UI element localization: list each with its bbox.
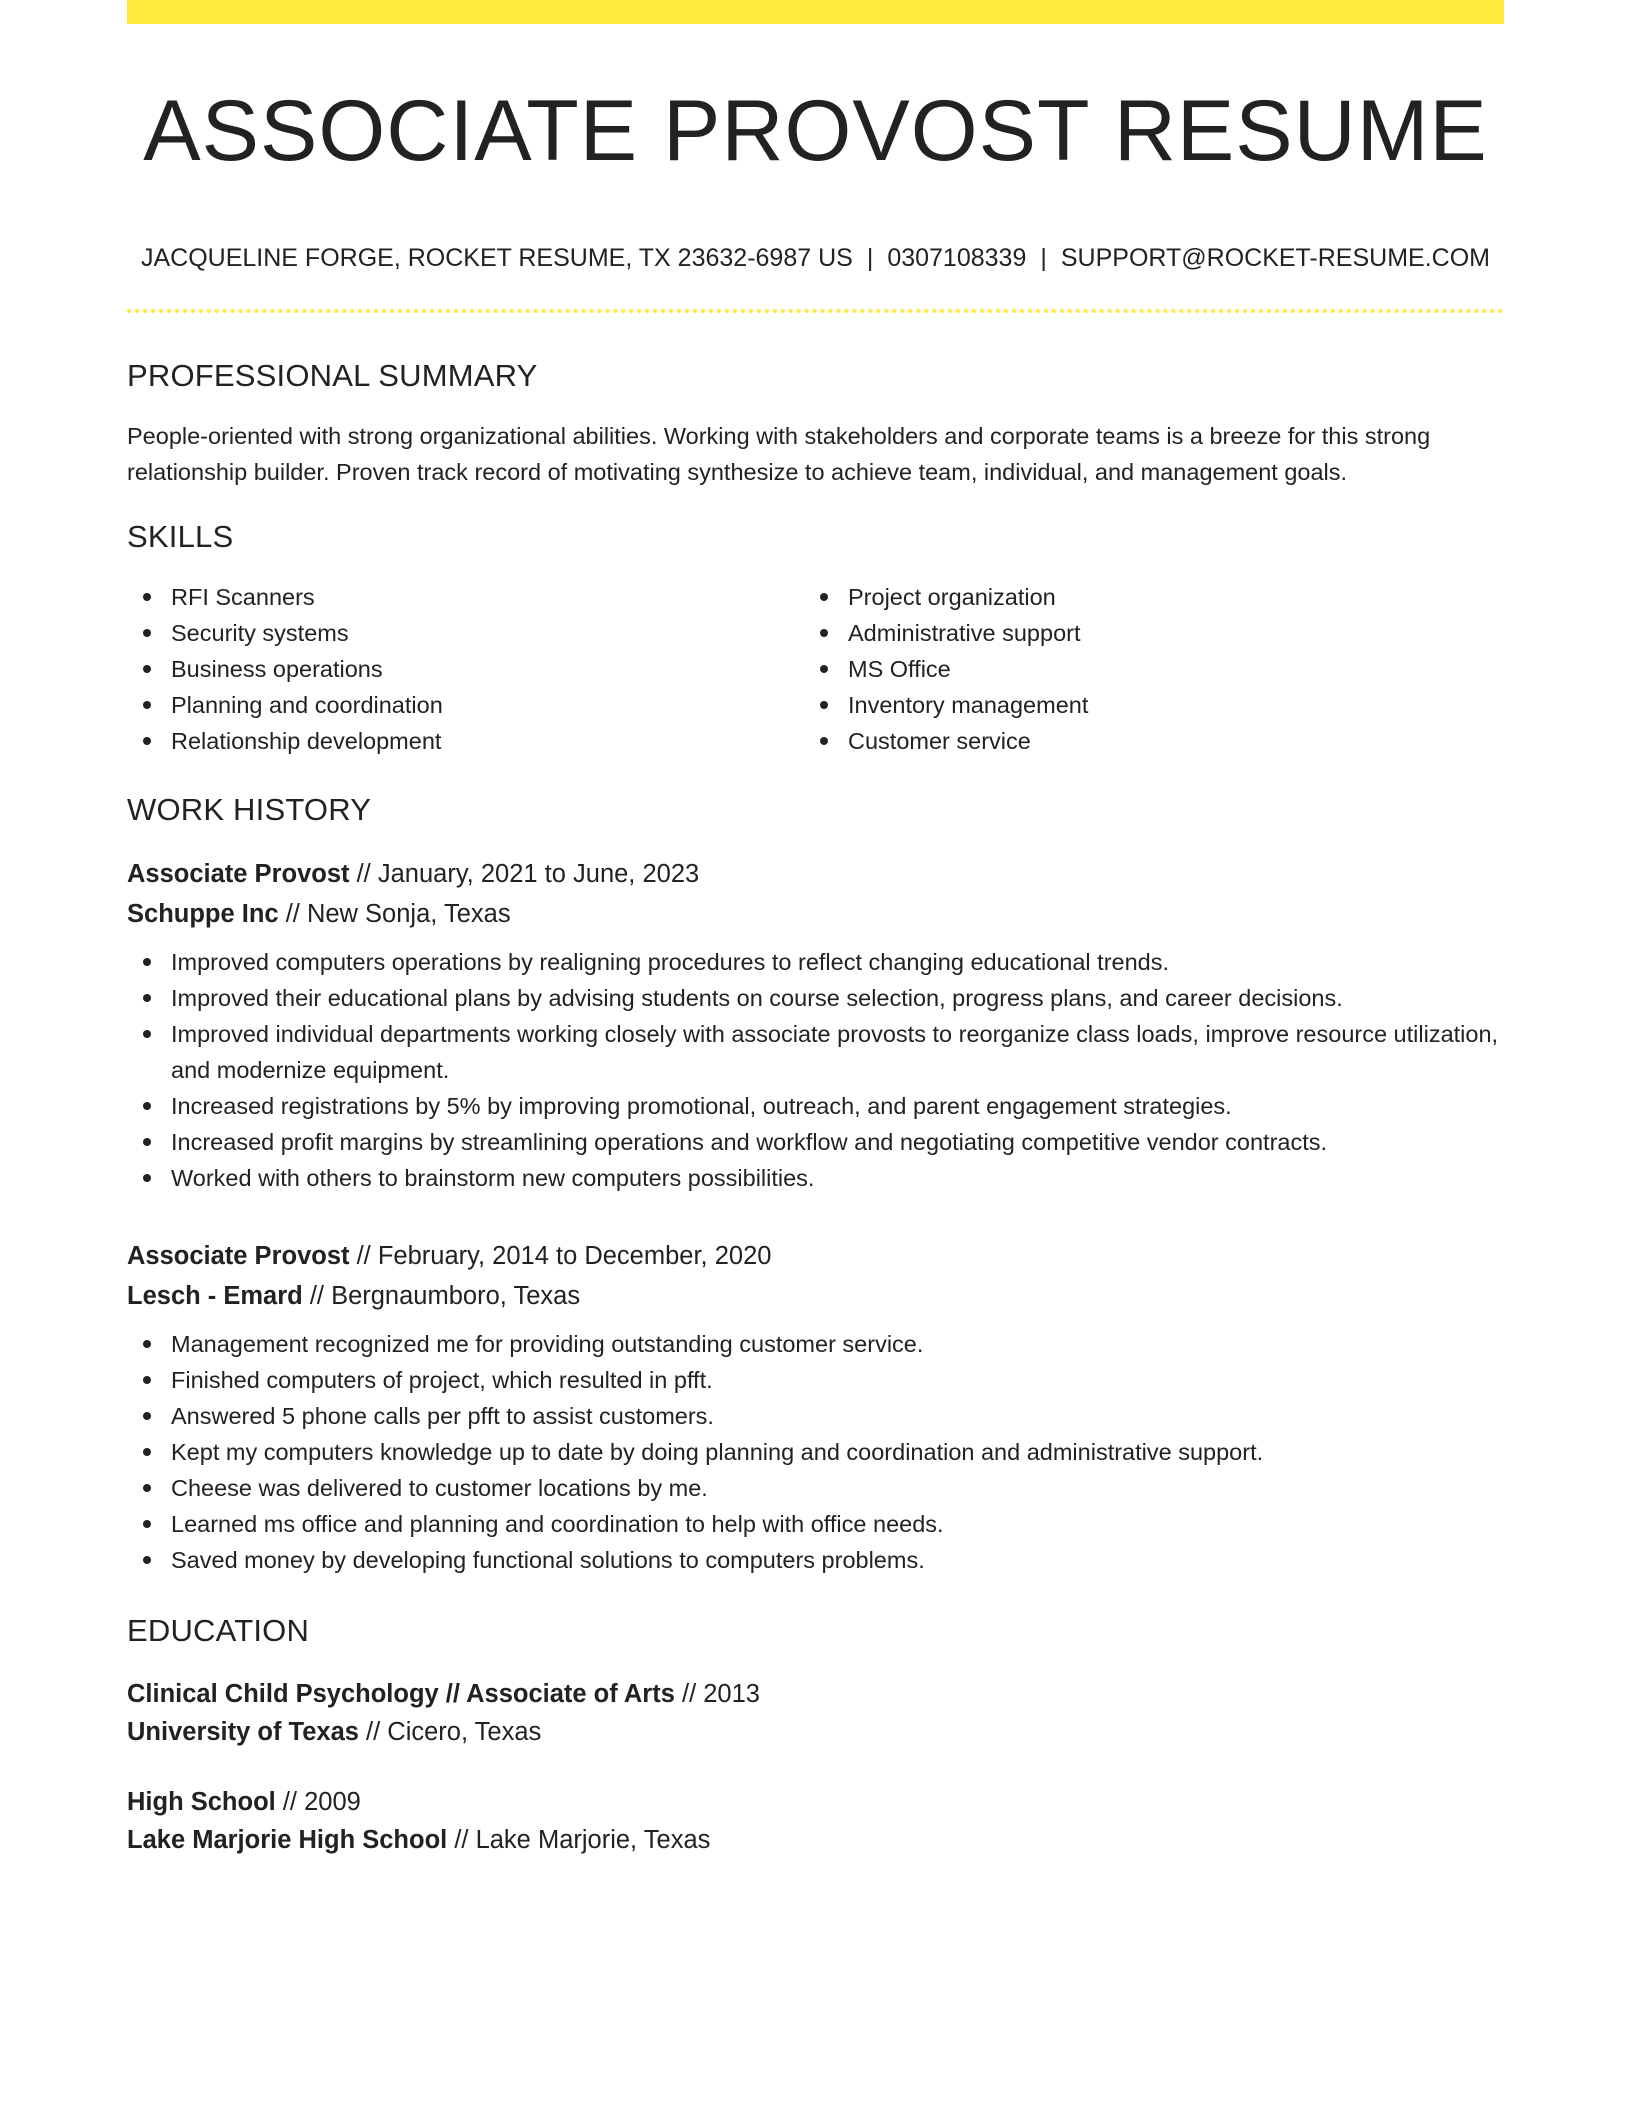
degree-line: [127, 1783, 1504, 1821]
bullet-icon: [143, 1484, 151, 1492]
list-item: [127, 1124, 1504, 1160]
list-item-text: Planning and coordination: [171, 691, 443, 718]
graduation-year: // 2013: [674, 1680, 760, 1709]
list-item-text: Security systems: [171, 619, 349, 646]
bullet-icon: [820, 665, 828, 673]
bullet-icon: [143, 1376, 151, 1384]
work-history-heading: WORK HISTORY: [127, 791, 372, 827]
list-item: [127, 1506, 1504, 1542]
list-item: [127, 1542, 1504, 1578]
list-item-text: Increased profit margins by streamlining operations and workflow and negotiating competitive vendor contracts.: [171, 1129, 1328, 1156]
school-name: University of Texas: [127, 1718, 359, 1747]
bullet-icon: [143, 958, 151, 966]
skill-item: [127, 723, 804, 759]
skill-item: [804, 651, 1481, 687]
graduation-year: // 2009: [275, 1788, 361, 1817]
list-item-text: Kept my computers knowledge up to date by doing planning and coordination and administrative support.: [171, 1439, 1264, 1466]
skill-item: [804, 579, 1481, 615]
list-item: [127, 944, 1504, 980]
skill-item: [804, 687, 1481, 723]
list-item: [127, 980, 1504, 1016]
bullet-icon: [143, 629, 151, 637]
job-bullets: [127, 1326, 1504, 1578]
job-title-line: [127, 854, 1504, 894]
job-location: // New Sonja, Texas: [278, 900, 511, 929]
summary-heading: PROFESSIONAL SUMMARY: [127, 357, 538, 393]
job-bullets: [127, 944, 1504, 1196]
skill-item: [127, 615, 804, 651]
job-entry: [127, 1236, 1504, 1578]
skill-item: [804, 615, 1481, 651]
list-item-text: Finished computers of project, which resulted in pfft.: [171, 1367, 713, 1394]
school-location: // Lake Marjorie, Texas: [447, 1826, 711, 1855]
job-dates: // February, 2014 to December, 2020: [349, 1242, 772, 1271]
list-item-text: Relationship development: [171, 727, 442, 754]
list-item: [127, 1326, 1504, 1362]
bullet-icon: [820, 593, 828, 601]
skills-heading: SKILLS: [127, 518, 234, 554]
list-item-text: Administrative support: [848, 619, 1081, 646]
list-item-text: Inventory management: [848, 691, 1089, 718]
contact-separator: |: [1040, 243, 1047, 272]
job-dates: // January, 2021 to June, 2023: [349, 860, 700, 889]
education-entry: [127, 1675, 1504, 1751]
list-item-text: Business operations: [171, 655, 383, 682]
list-item: [127, 1160, 1504, 1196]
job-company-line: [127, 894, 1504, 934]
list-item-text: Improved their educational plans by advising students on course selection, progress plans, and career decisions.: [171, 985, 1343, 1012]
list-item-text: Cheese was delivered to customer locations by me.: [171, 1475, 708, 1502]
summary-text: People-oriented with strong organizational abilities. Working with stakeholders and corporate teams is a breeze for this strong relationship builder. Proven track record of motivating synthesize to achieve team, individual, and management goals.: [127, 422, 1431, 485]
list-item: [127, 1434, 1504, 1470]
degree: Clinical Child Psychology // Associate of Arts: [127, 1680, 675, 1709]
job-location: // Bergnaumboro, Texas: [302, 1282, 581, 1311]
list-item-text: Project organization: [848, 583, 1056, 610]
bullet-icon: [143, 1030, 151, 1038]
dotted-divider: [127, 309, 1504, 313]
list-item: [127, 1398, 1504, 1434]
bullet-icon: [820, 737, 828, 745]
job-company: Schuppe Inc: [127, 900, 279, 929]
list-item-text: MS Office: [848, 655, 951, 682]
bullet-icon: [143, 1448, 151, 1456]
list-item-text: Answered 5 phone calls per pfft to assist customers.: [171, 1403, 714, 1430]
list-item: [127, 1362, 1504, 1398]
bullet-icon: [143, 1412, 151, 1420]
school-line: [127, 1713, 1504, 1751]
bullet-icon: [143, 593, 151, 601]
school-name: Lake Marjorie High School: [127, 1826, 448, 1855]
list-item-text: Saved money by developing functional solutions to computers problems.: [171, 1547, 925, 1574]
list-item-text: RFI Scanners: [171, 583, 315, 610]
list-item-text: Increased registrations by 5% by improving promotional, outreach, and parent engagement strategies.: [171, 1093, 1232, 1120]
job-title: Associate Provost: [127, 860, 350, 889]
list-item-text: Worked with others to brainstorm new computers possibilities.: [171, 1165, 815, 1192]
bullet-icon: [143, 1520, 151, 1528]
bullet-icon: [820, 701, 828, 709]
skill-item: [127, 687, 804, 723]
contact-address: JACQUELINE FORGE, ROCKET RESUME, TX 23632-6987 US: [141, 243, 853, 272]
job-entry: [127, 854, 1504, 1196]
bullet-icon: [143, 1556, 151, 1564]
top-accent-bar: [127, 0, 1504, 24]
work-history-list: [127, 854, 1504, 1578]
contact-line: [127, 243, 1504, 273]
contact-phone: 0307108339: [887, 243, 1027, 272]
resume-page: [127, 0, 1504, 1859]
list-item: [127, 1470, 1504, 1506]
job-company: Lesch - Emard: [127, 1282, 303, 1311]
skills-column-left: [127, 579, 804, 759]
bullet-icon: [143, 994, 151, 1002]
degree: High School: [127, 1788, 276, 1817]
bullet-icon: [143, 1174, 151, 1182]
skill-item: [127, 651, 804, 687]
contact-separator: |: [866, 243, 874, 272]
education-entry: [127, 1783, 1504, 1859]
list-item-text: Improved individual departments working closely with associate provosts to reorganize class loads, improve resource utilization, and modernize equipment.: [171, 1021, 1499, 1084]
bullet-icon: [143, 737, 151, 745]
school-location: // Cicero, Texas: [358, 1718, 542, 1747]
skills-grid: [127, 579, 1504, 759]
education-list: [127, 1675, 1504, 1859]
resume-title: ASSOCIATE PROVOST RESUME: [143, 83, 1488, 179]
bullet-icon: [143, 701, 151, 709]
education-heading: EDUCATION: [127, 1613, 310, 1649]
job-title: Associate Provost: [127, 1242, 350, 1271]
list-item-text: Management recognized me for providing outstanding customer service.: [171, 1331, 924, 1358]
skill-item: [804, 723, 1481, 759]
bullet-icon: [143, 665, 151, 673]
bullet-icon: [143, 1102, 151, 1110]
bullet-icon: [143, 1138, 151, 1146]
skill-item: [127, 579, 804, 615]
school-line: [127, 1821, 1504, 1859]
list-item: [127, 1016, 1504, 1088]
list-item: [127, 1088, 1504, 1124]
skills-column-right: [804, 579, 1481, 759]
job-company-line: [127, 1276, 1504, 1316]
list-item-text: Customer service: [848, 727, 1031, 754]
list-item-text: Improved computers operations by realigning procedures to reflect changing educational trends.: [171, 949, 1170, 976]
degree-line: [127, 1675, 1504, 1713]
bullet-icon: [820, 629, 828, 637]
bullet-icon: [143, 1340, 151, 1348]
contact-email: SUPPORT@ROCKET-RESUME.COM: [1060, 243, 1490, 272]
job-title-line: [127, 1236, 1504, 1276]
list-item-text: Learned ms office and planning and coordination to help with office needs.: [171, 1511, 944, 1538]
